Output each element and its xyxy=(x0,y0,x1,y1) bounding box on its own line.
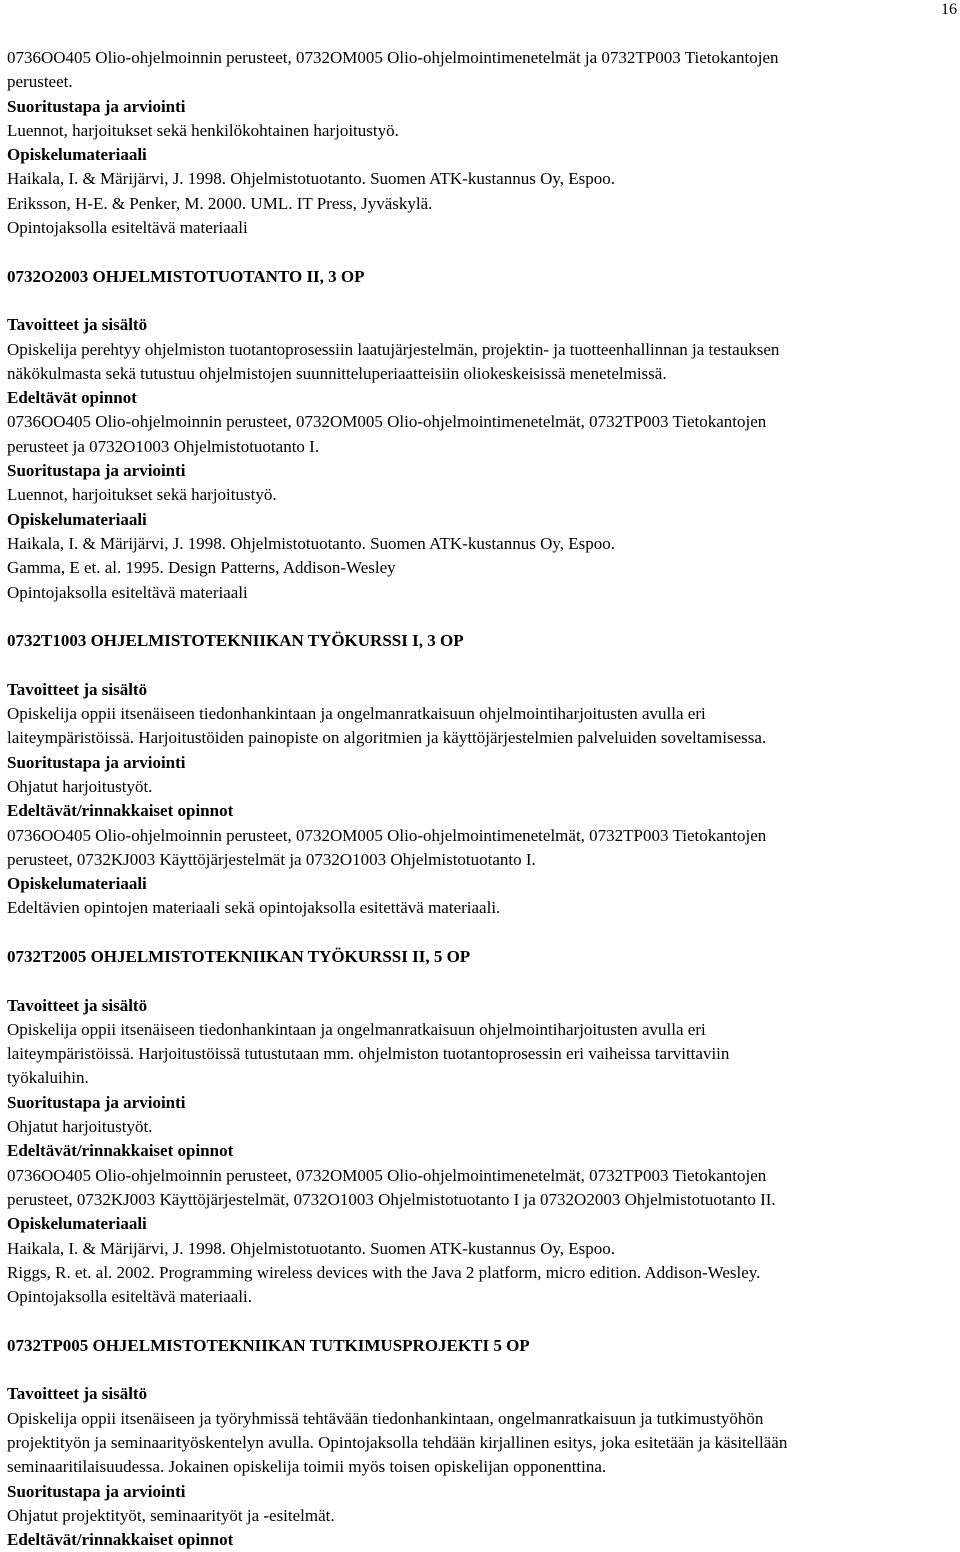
text-line: perusteet, 0732KJ003 Käyttöjärjestelmät ja 0732O1003 Ohjelmistotuotanto I. xyxy=(7,849,536,869)
page-number: 16 xyxy=(941,1,957,18)
text-line: Haikala, I. & Märijärvi, J. 1998. Ohjelmistotuotanto. Suomen ATK-kustannus Oy, Espoo. xyxy=(7,1238,615,1258)
text-line: Ohjatut harjoitustyöt. xyxy=(7,1117,153,1137)
text-line: Edeltävien opintojen materiaali sekä opintojaksolla esitettävä materiaali. xyxy=(7,898,501,918)
blank-line xyxy=(7,240,955,264)
heading-line: Tavoitteet ja sisältö xyxy=(7,995,148,1015)
text-line: Opintojaksolla esiteltävä materiaali xyxy=(7,218,248,238)
text-line: Ohjatut harjoitustyöt. xyxy=(7,776,153,796)
heading-line: 0732T2005 OHJELMISTOTEKNIIKAN TYÖKURSSI II, 5 OP xyxy=(7,946,471,966)
text-line: Gamma, E et. al. 1995. Design Patterns, Addison-Wesley xyxy=(7,558,396,578)
text-line: seminaaritilaisuudessa. Jokainen opiskelija toimii myös toisen opiskelijan opponenttina. xyxy=(7,1457,607,1477)
text-line: Opiskelija perehtyy ohjelmiston tuotantoprosessiin laatujärjestelmän, projektin- ja tuotteenhallinnan ja testauksen xyxy=(7,339,780,359)
blank-line xyxy=(7,1309,955,1333)
heading-line: Suoritustapa ja arviointi xyxy=(7,752,186,772)
heading-line: Tavoitteet ja sisältö xyxy=(7,315,148,335)
text-line: Opiskelija oppii itsenäiseen tiedonhankintaan ja ongelmanratkaisuun ohjelmointiharjoitusten avulla eri xyxy=(7,1019,706,1039)
heading-line: Tavoitteet ja sisältö xyxy=(7,679,148,699)
text-line: perusteet, 0732KJ003 Käyttöjärjestelmät, 0732O1003 Ohjelmistotuotanto I ja 0732O2003 Ohjelmistotuotanto II. xyxy=(7,1189,776,1209)
text-line: työkaluihin. xyxy=(7,1068,89,1088)
blank-line xyxy=(7,653,955,677)
text-line: Opiskelija oppii itsenäiseen tiedonhankintaan ja ongelmanratkaisuun ohjelmointiharjoitusten avulla eri xyxy=(7,704,706,724)
heading-line: Suoritustapa ja arviointi xyxy=(7,1481,186,1501)
text-line: Opiskelija oppii itsenäiseen ja työryhmissä tehtävään tiedonhankintaan, ongelmanratkaisuun ja tutkimustyöhön xyxy=(7,1408,764,1428)
text-line: 0736OO405 Olio-ohjelmoinnin perusteet, 0732OM005 Olio-ohjelmointimenetelmät, 0732TP003 Tietokantojen xyxy=(7,825,767,845)
text-line: Haikala, I. & Märijärvi, J. 1998. Ohjelmistotuotanto. Suomen ATK-kustannus Oy, Espoo. xyxy=(7,533,615,553)
text-line: laiteympäristöissä. Harjoitustöiden painopiste on algoritmien ja käyttöjärjestelmien palveluiden soveltamisessa. xyxy=(7,728,767,748)
text-line: 0736OO405 Olio-ohjelmoinnin perusteet, 0732OM005 Olio-ohjelmointimenetelmät, 0732TP003 Tietokantojen xyxy=(7,412,767,432)
blank-line xyxy=(7,969,955,993)
blank-line xyxy=(7,605,955,629)
heading-line: Suoritustapa ja arviointi xyxy=(7,461,186,481)
heading-line: Suoritustapa ja arviointi xyxy=(7,1092,186,1112)
text-line: Luennot, harjoitukset sekä henkilökohtainen harjoitustyö. xyxy=(7,120,399,140)
heading-line: Suoritustapa ja arviointi xyxy=(7,96,186,116)
heading-line: Opiskelumateriaali xyxy=(7,874,147,894)
text-line: 0736OO405 Olio-ohjelmoinnin perusteet, 0732OM005 Olio-ohjelmointimenetelmät ja 0732TP003 Tietokantojen xyxy=(7,48,779,67)
text-line: projektityön ja seminaarityöskentelyn avulla. Opintojaksolla tehdään kirjallinen esitys, joka esitetään ja käsitellään xyxy=(7,1432,788,1452)
heading-line: 0732T1003 OHJELMISTOTEKNIIKAN TYÖKURSSI I, 3 OP xyxy=(7,631,464,651)
heading-line: Edeltävät/rinnakkaiset opinnot xyxy=(7,1530,234,1550)
text-line: perusteet. xyxy=(7,72,73,92)
heading-line: Opiskelumateriaali xyxy=(7,509,147,529)
blank-line xyxy=(7,289,955,313)
text-line: Haikala, I. & Märijärvi, J. 1998. Ohjelmistotuotanto. Suomen ATK-kustannus Oy, Espoo. xyxy=(7,169,615,189)
heading-line: Edeltävät/rinnakkaiset opinnot xyxy=(7,1141,234,1161)
heading-line: Opiskelumateriaali xyxy=(7,145,147,165)
text-line: Opintojaksolla esiteltävä materiaali. xyxy=(7,1287,252,1307)
text-line: 0736OO405 Olio-ohjelmoinnin perusteet, 0732OM005 Olio-ohjelmointimenetelmät, 0732TP003 Tietokantojen xyxy=(7,1165,767,1185)
blank-line xyxy=(7,1358,955,1382)
text-line: Luennot, harjoitukset sekä harjoitustyö. xyxy=(7,485,277,505)
text-line: laiteympäristöissä. Harjoitustöissä tutustutaan mm. ohjelmiston tuotantoprosessin eri vaiheissa tarvittaviin xyxy=(7,1044,730,1064)
text-line: Opintojaksolla esiteltävä materiaali xyxy=(7,582,248,602)
text-line: Eriksson, H-E. & Penker, M. 2000. UML. IT Press, Jyväskylä. xyxy=(7,193,433,213)
text-line: näkökulmasta sekä tutustuu ohjelmistojen suunnitteluperiaatteisiin oliokeskeisissä menetelmissä. xyxy=(7,363,667,383)
text-line: Ohjatut projektityöt, seminaarityöt ja -esitelmät. xyxy=(7,1505,335,1525)
heading-line: Edeltävät/rinnakkaiset opinnot xyxy=(7,801,234,821)
heading-line: 0732TP005 OHJELMISTOTEKNIIKAN TUTKIMUSPROJEKTI 5 OP xyxy=(7,1335,530,1355)
heading-line: Edeltävät opinnot xyxy=(7,388,137,408)
blank-line xyxy=(7,921,955,945)
document-body xyxy=(7,46,955,1552)
heading-line: 0732O2003 OHJELMISTOTUOTANTO II, 3 OP xyxy=(7,266,365,286)
heading-line: Opiskelumateriaali xyxy=(7,1214,147,1234)
heading-line: Tavoitteet ja sisältö xyxy=(7,1384,148,1404)
text-line: Riggs, R. et. al. 2002. Programming wireless devices with the Java 2 platform, micro edition. Addison-Wesley. xyxy=(7,1262,761,1282)
text-line: perusteet ja 0732O1003 Ohjelmistotuotanto I. xyxy=(7,436,320,456)
